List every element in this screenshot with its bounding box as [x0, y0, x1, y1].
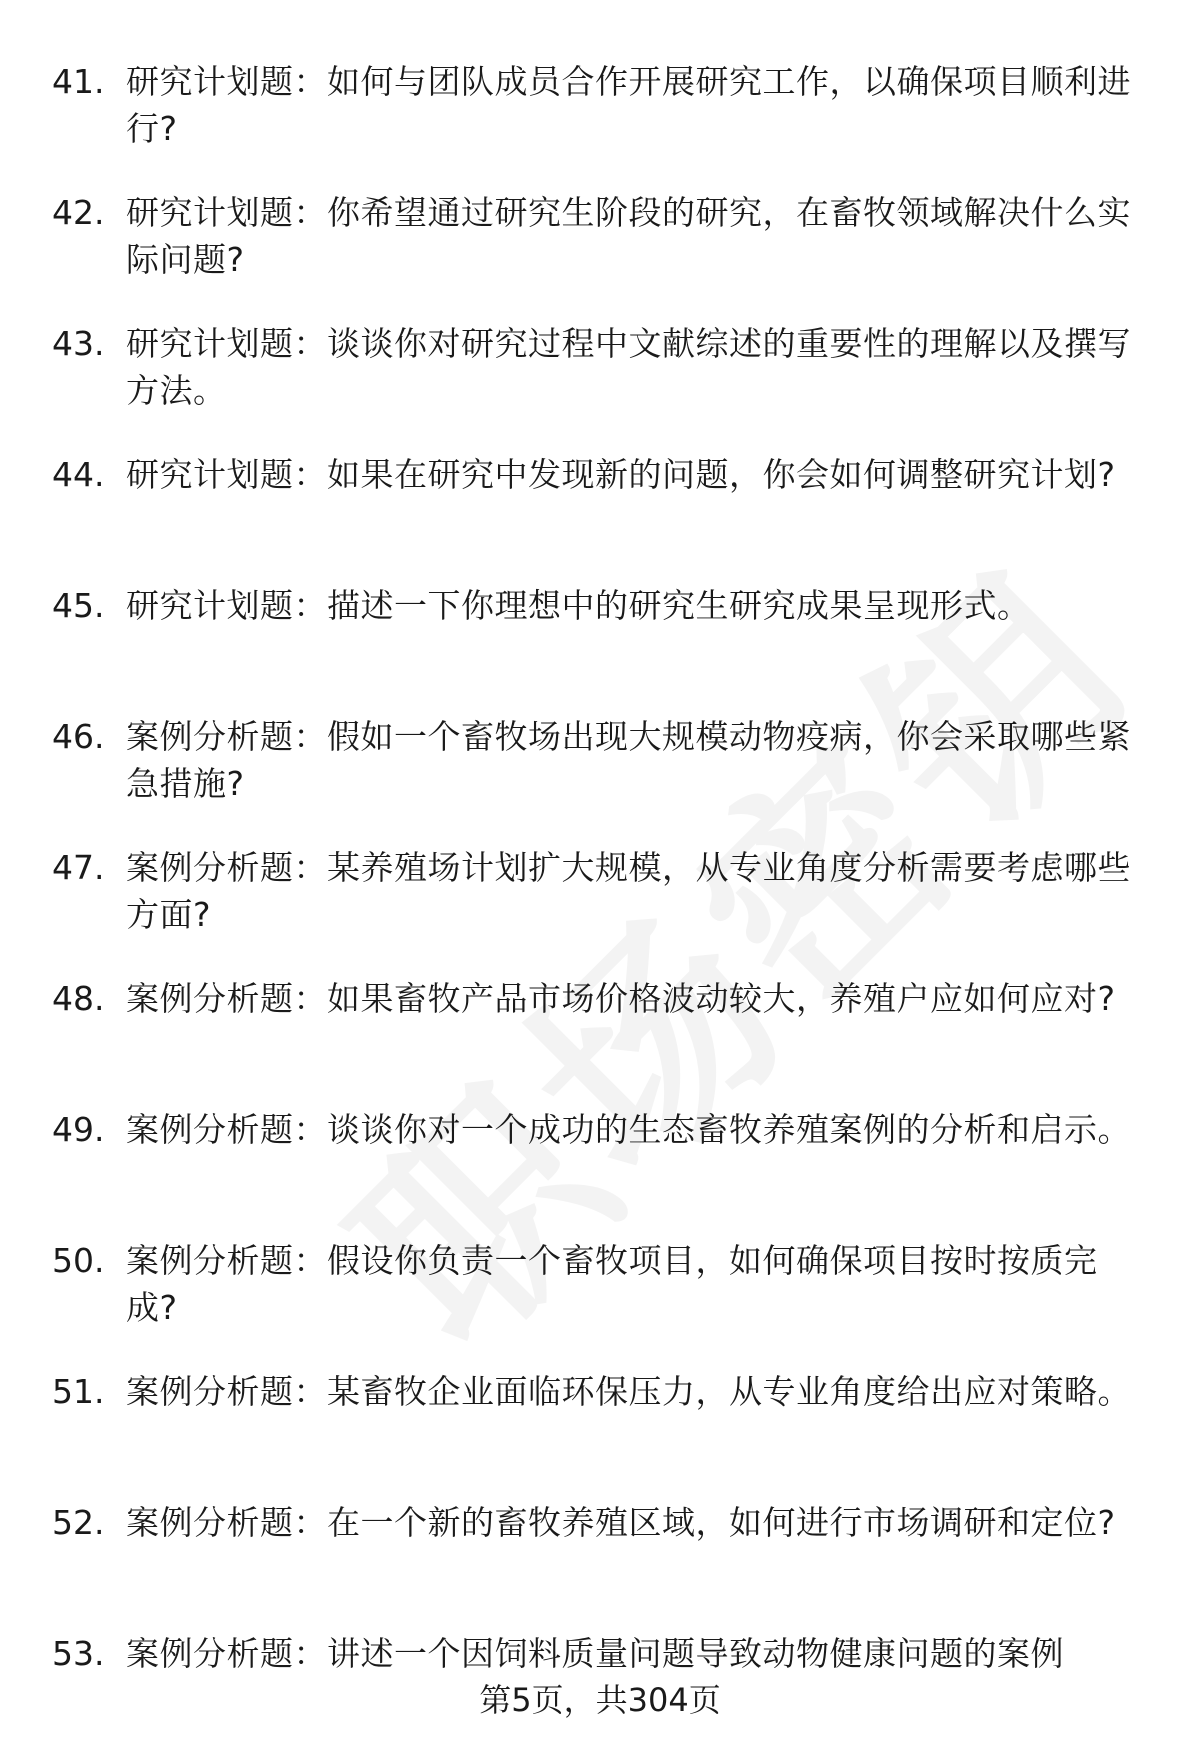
question-text: 案例分析题：在一个新的畜牧养殖区域，如何进行市场调研和定位?	[126, 1503, 1116, 1542]
question-number: 42.	[52, 193, 105, 232]
question-item	[0, 1237, 1200, 1368]
question-number: 45.	[52, 586, 105, 625]
question-text: 研究计划题：谈谈你对研究过程中文献综述的重要性的理解以及撰写方法。	[126, 324, 1131, 410]
question-text: 研究计划题：如果在研究中发现新的问题，你会如何调整研究计划?	[126, 455, 1116, 494]
question-item	[0, 713, 1200, 844]
question-text: 研究计划题：如何与团队成员合作开展研究工作，以确保项目顺利进行?	[126, 62, 1131, 148]
question-text: 案例分析题：假设你负责一个畜牧项目，如何确保项目按时按质完成?	[126, 1241, 1098, 1327]
question-text: 案例分析题：讲述一个因饲料质量问题导致动物健康问题的案例	[126, 1634, 1064, 1673]
question-item	[0, 1106, 1200, 1237]
question-list	[0, 58, 1200, 1761]
question-item	[0, 1368, 1200, 1499]
question-number: 41.	[52, 62, 105, 101]
question-text: 案例分析题：某畜牧企业面临环保压力，从专业角度给出应对策略。	[126, 1372, 1131, 1411]
question-text: 案例分析题：某养殖场计划扩大规模，从专业角度分析需要考虑哪些方面?	[126, 848, 1131, 934]
question-item	[0, 320, 1200, 451]
question-item	[0, 451, 1200, 582]
question-number: 48.	[52, 979, 105, 1018]
question-number: 49.	[52, 1110, 105, 1149]
question-item	[0, 58, 1200, 189]
question-text: 研究计划题：你希望通过研究生阶段的研究，在畜牧领域解决什么实际问题?	[126, 193, 1131, 279]
question-text: 研究计划题：描述一下你理想中的研究生研究成果呈现形式。	[126, 586, 1031, 625]
question-number: 52.	[52, 1503, 105, 1542]
question-number: 46.	[52, 717, 105, 756]
question-number: 43.	[52, 324, 105, 363]
question-number: 51.	[52, 1372, 105, 1411]
question-text: 案例分析题：谈谈你对一个成功的生态畜牧养殖案例的分析和启示。	[126, 1110, 1131, 1149]
question-number: 47.	[52, 848, 105, 887]
question-number: 44.	[52, 455, 105, 494]
question-item	[0, 844, 1200, 975]
page-footer: 第5页，共304页	[479, 1681, 721, 1719]
question-text: 案例分析题：假如一个畜牧场出现大规模动物疫病，你会采取哪些紧急措施?	[126, 717, 1131, 803]
question-number: 53.	[52, 1634, 105, 1673]
question-number: 50.	[52, 1241, 105, 1280]
question-item	[0, 189, 1200, 320]
question-item	[0, 1499, 1200, 1630]
question-item	[0, 582, 1200, 713]
question-item	[0, 975, 1200, 1106]
question-text: 案例分析题：如果畜牧产品市场价格波动较大，养殖户应如何应对?	[126, 979, 1116, 1018]
